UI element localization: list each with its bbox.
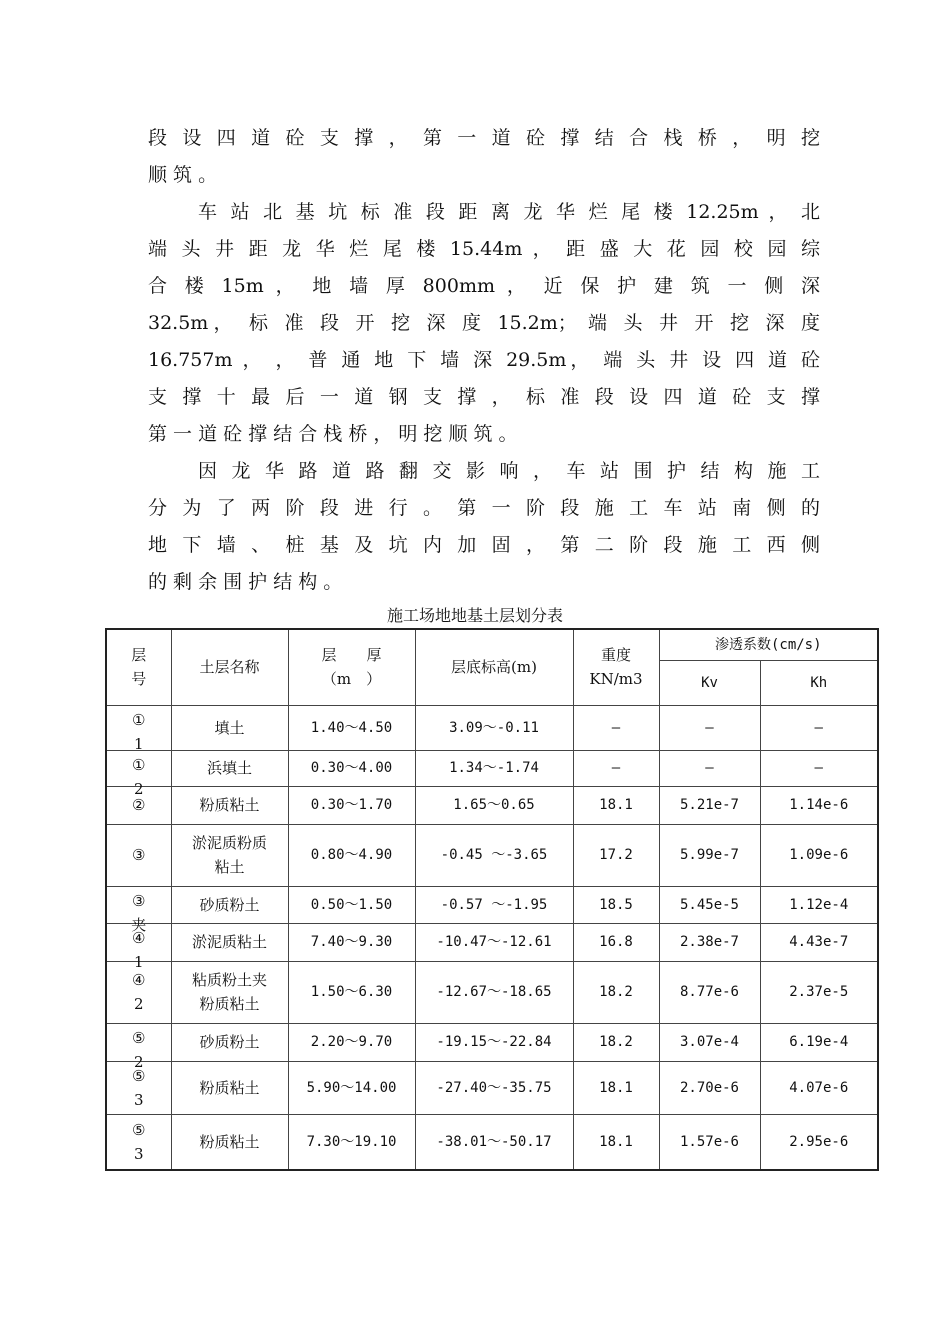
cell-unit-weight	[573, 1061, 659, 1114]
cell-layer-no	[106, 824, 171, 886]
cell-kv-text: 8.77e-6	[679, 984, 739, 1000]
cell-bottom-elevation-text: 1.65～0.65	[453, 797, 535, 813]
cell-bottom-elevation-text: -0.45 ～-3.65	[440, 847, 548, 863]
cell-layer-name-text: 砂质粉土	[199, 895, 260, 914]
cell-layer-no	[106, 961, 171, 1023]
header-thickness: 层 厚 （m ）	[288, 629, 415, 705]
table-row	[106, 961, 878, 1023]
cell-layer-name-text: 淤泥质粉质 粘土	[191, 834, 267, 876]
cell-bottom-elevation	[415, 886, 573, 923]
table-caption: 施工场地地基土层划分表	[386, 606, 563, 625]
cell-kv	[659, 886, 760, 923]
cell-thickness-text: 0.30～4.00	[310, 760, 393, 776]
cell-kv	[659, 1061, 760, 1114]
cell-kv-text: —	[705, 719, 714, 736]
cell-layer-name	[171, 750, 288, 786]
cell-kh-text: 6.19e-4	[789, 1034, 849, 1050]
soil-layer-table	[105, 628, 879, 1171]
cell-kv	[659, 1023, 760, 1061]
text-line: 16.757m ， ， 普 通 地 下 墙 深 29.5m， 端 头 井 设 四 道 砼	[148, 349, 820, 371]
cell-thickness	[288, 824, 415, 886]
cell-thickness-text: 5.90～14.00	[306, 1079, 397, 1096]
cell-bottom-elevation	[415, 750, 573, 786]
table-row	[106, 824, 878, 886]
cell-bottom-elevation-text: 1.34～-1.74	[449, 760, 539, 776]
header-layer-name: 土层名称	[171, 629, 288, 705]
cell-kh	[760, 961, 878, 1023]
cell-layer-name-text: 粉质粘土	[199, 1132, 260, 1151]
cell-layer-no	[106, 1114, 171, 1170]
header-layer-no: 层 号	[106, 629, 171, 705]
text-line: 段 设 四 道 砼 支 撑 ， 第 一 道 砼 撑 结 合 栈 桥 ， 明 挖	[148, 127, 820, 149]
cell-unit-weight	[573, 886, 659, 923]
cell-layer-no-text: ②	[132, 796, 146, 814]
cell-layer-name-text: 粘质粉土夹 粉质粘土	[191, 971, 267, 1013]
cell-kh-text: 1.12e-4	[789, 896, 849, 913]
cell-kv-text: 2.70e-6	[679, 1079, 739, 1096]
cell-layer-name	[171, 1023, 288, 1061]
cell-thickness-text: 2.20～9.70	[310, 1034, 393, 1050]
table-row	[106, 705, 878, 750]
cell-layer-no-text: ③ 夹	[131, 892, 147, 934]
cell-kv	[659, 705, 760, 750]
cell-kh-text: 4.07e-6	[789, 1079, 849, 1096]
cell-thickness	[288, 1114, 415, 1170]
table-row	[106, 1061, 878, 1114]
cell-kh	[760, 1114, 878, 1170]
cell-thickness	[288, 1023, 415, 1061]
cell-layer-name	[171, 705, 288, 750]
cell-kv-text: —	[705, 760, 714, 776]
cell-thickness	[288, 705, 415, 750]
cell-kh-text: 4.43e-7	[789, 934, 849, 950]
cell-layer-name-text: 淤泥质粘土	[191, 933, 267, 951]
cell-bottom-elevation	[415, 786, 573, 824]
cell-bottom-elevation	[415, 961, 573, 1023]
cell-kv	[659, 1114, 760, 1170]
text-line: 分 为 了 两 阶 段 进 行 。 第 一 阶 段 施 工 车 站 南 侧 的	[148, 497, 820, 519]
cell-unit-weight	[573, 961, 659, 1023]
cell-unit-weight-text: 18.1	[599, 797, 633, 813]
cell-thickness-text: 0.50～1.50	[310, 896, 393, 913]
cell-kh-text: —	[814, 760, 823, 776]
table-row	[106, 1023, 878, 1061]
header-permeability: 渗透系数(cm/s)	[659, 629, 878, 660]
cell-thickness	[288, 1061, 415, 1114]
cell-kv-text: 2.38e-7	[679, 934, 739, 950]
cell-layer-name	[171, 786, 288, 824]
cell-kh	[760, 1023, 878, 1061]
cell-bottom-elevation	[415, 1023, 573, 1061]
cell-unit-weight-text: 18.2	[599, 1034, 633, 1050]
cell-thickness-text: 0.80～4.90	[310, 847, 393, 863]
cell-kv	[659, 961, 760, 1023]
cell-thickness-text: 7.30～19.10	[306, 1133, 397, 1150]
cell-layer-no	[106, 705, 171, 753]
cell-unit-weight	[573, 1114, 659, 1170]
header-kv: Kv	[659, 660, 760, 705]
cell-kv-text: 3.07e-4	[679, 1034, 739, 1050]
cell-unit-weight-text: 18.2	[599, 984, 633, 1000]
text-line: 地 下 墙 、 桩 基 及 坑 内 加 固 ， 第 二 阶 段 施 工 西 侧	[148, 534, 820, 556]
cell-unit-weight	[573, 786, 659, 824]
cell-thickness-text: 1.50～6.30	[310, 984, 393, 1000]
cell-layer-name	[171, 1061, 288, 1114]
cell-thickness-text: 1.40～4.50	[310, 719, 393, 736]
cell-unit-weight-text: 18.1	[599, 1133, 633, 1150]
cell-kh-text: 2.95e-6	[789, 1133, 849, 1150]
cell-kh-text: —	[814, 719, 823, 736]
cell-bottom-elevation-text: -10.47～-12.61	[436, 934, 552, 950]
cell-unit-weight	[573, 923, 659, 961]
cell-kh-text: 1.14e-6	[789, 797, 849, 813]
cell-layer-no-text: ④ 2	[132, 971, 146, 1013]
cell-thickness	[288, 923, 415, 961]
cell-unit-weight	[573, 1023, 659, 1061]
cell-bottom-elevation-text: -27.40～-35.75	[436, 1079, 552, 1096]
cell-layer-no-text: ③	[132, 846, 146, 864]
cell-unit-weight	[573, 824, 659, 886]
table-row	[106, 1114, 878, 1170]
cell-kv	[659, 824, 760, 886]
cell-kv	[659, 750, 760, 786]
cell-kv-text: 5.45e-5	[679, 896, 739, 913]
cell-layer-name	[171, 824, 288, 886]
cell-layer-name	[171, 886, 288, 923]
cell-bottom-elevation	[415, 1114, 573, 1170]
cell-unit-weight	[573, 750, 659, 786]
cell-layer-no-text: ① 2	[132, 756, 146, 798]
cell-bottom-elevation-text: -0.57 ～-1.95	[440, 896, 548, 913]
table-row	[106, 786, 878, 824]
cell-layer-no-text: ① 1	[132, 711, 146, 753]
cell-layer-name-text: 粉质粘土	[199, 796, 260, 814]
cell-layer-name-text: 填土	[214, 718, 245, 737]
cell-layer-no-text: ④ 1	[132, 929, 146, 971]
cell-bottom-elevation	[415, 705, 573, 750]
cell-layer-no	[106, 750, 171, 798]
cell-kh	[760, 786, 878, 824]
cell-layer-no	[106, 923, 171, 971]
cell-kv-text: 5.21e-7	[679, 797, 739, 813]
text-line: 因 龙 华 路 道 路 翻 交 影 响 ， 车 站 围 护 结 构 施 工	[198, 460, 820, 482]
cell-layer-name-text: 浜填土	[206, 759, 252, 777]
cell-layer-no	[106, 1061, 171, 1114]
cell-kv-text: 5.99e-7	[679, 847, 739, 863]
header-unit-weight: 重度 KN/m3	[573, 629, 659, 705]
cell-kh	[760, 1061, 878, 1114]
text-line: 的 剩 余 围 护 结 构 。	[148, 571, 343, 593]
cell-kh-text: 1.09e-6	[789, 847, 849, 863]
cell-bottom-elevation	[415, 1061, 573, 1114]
text-line: 端 头 井 距 龙 华 烂 尾 楼 15.44m ， 距 盛 大 花 园 校 园 综	[148, 238, 820, 260]
text-line: 车 站 北 基 坑 标 准 段 距 离 龙 华 烂 尾 楼 12.25m ， 北	[198, 201, 820, 223]
cell-bottom-elevation	[415, 923, 573, 961]
cell-layer-no-text: ⑤ 3	[132, 1067, 146, 1109]
cell-bottom-elevation-text: -38.01～-50.17	[436, 1133, 552, 1150]
cell-layer-no-text: ⑤ 2	[132, 1029, 146, 1071]
text-line: 支 撑 十 最 后 一 道 钢 支 撑 ， 标 准 段 设 四 道 砼 支 撑	[148, 386, 820, 408]
cell-thickness	[288, 750, 415, 786]
cell-layer-name-text: 粉质粘土	[199, 1078, 260, 1097]
table-row	[106, 750, 878, 786]
cell-unit-weight-text: 16.8	[599, 934, 633, 950]
cell-bottom-elevation-text: -12.67～-18.65	[436, 984, 552, 1000]
table-row	[106, 886, 878, 923]
cell-layer-name-text: 砂质粉土	[199, 1033, 260, 1051]
cell-kv	[659, 786, 760, 824]
cell-unit-weight-text: —	[611, 719, 621, 736]
header-kh: Kh	[760, 660, 878, 705]
cell-layer-no	[106, 1023, 171, 1071]
cell-layer-name	[171, 923, 288, 961]
cell-thickness	[288, 886, 415, 923]
text-line: 第 一 道 砼 撑 结 合 栈 桥 ， 明 挖 顺 筑 。	[148, 423, 518, 445]
cell-thickness-text: 0.30～1.70	[310, 797, 393, 813]
cell-thickness	[288, 786, 415, 824]
cell-thickness	[288, 961, 415, 1023]
cell-bottom-elevation	[415, 824, 573, 886]
cell-kh	[760, 750, 878, 786]
cell-kh-text: 2.37e-5	[789, 984, 849, 1000]
cell-thickness-text: 7.40～9.30	[310, 934, 393, 950]
cell-unit-weight-text: 18.5	[599, 896, 633, 913]
cell-kv-text: 1.57e-6	[679, 1133, 739, 1150]
cell-layer-no	[106, 886, 171, 934]
text-line: 顺 筑 。	[148, 164, 218, 186]
cell-layer-name	[171, 961, 288, 1023]
cell-unit-weight	[573, 705, 659, 750]
text-line: 32.5m， 标 准 段 开 挖 深 度 15.2m； 端 头 井 开 挖 深 度	[148, 312, 820, 334]
cell-layer-name	[171, 1114, 288, 1170]
cell-bottom-elevation-text: 3.09～-0.11	[449, 719, 539, 736]
cell-unit-weight-text: 18.1	[599, 1079, 633, 1096]
cell-kh	[760, 886, 878, 923]
cell-kh	[760, 824, 878, 886]
cell-layer-no-text: ⑤ 3	[132, 1120, 146, 1163]
text-line: 合 楼 15m ， 地 墙 厚 800mm ， 近 保 护 建 筑 一 侧 深	[148, 275, 820, 297]
cell-bottom-elevation-text: -19.15～-22.84	[436, 1034, 552, 1050]
cell-kh	[760, 705, 878, 750]
header-bottom-elevation: 层底标高(m)	[415, 629, 573, 705]
cell-kh	[760, 923, 878, 961]
cell-kv	[659, 923, 760, 961]
cell-unit-weight-text: 17.2	[599, 847, 633, 863]
table-row	[106, 923, 878, 961]
cell-unit-weight-text: —	[611, 760, 621, 776]
